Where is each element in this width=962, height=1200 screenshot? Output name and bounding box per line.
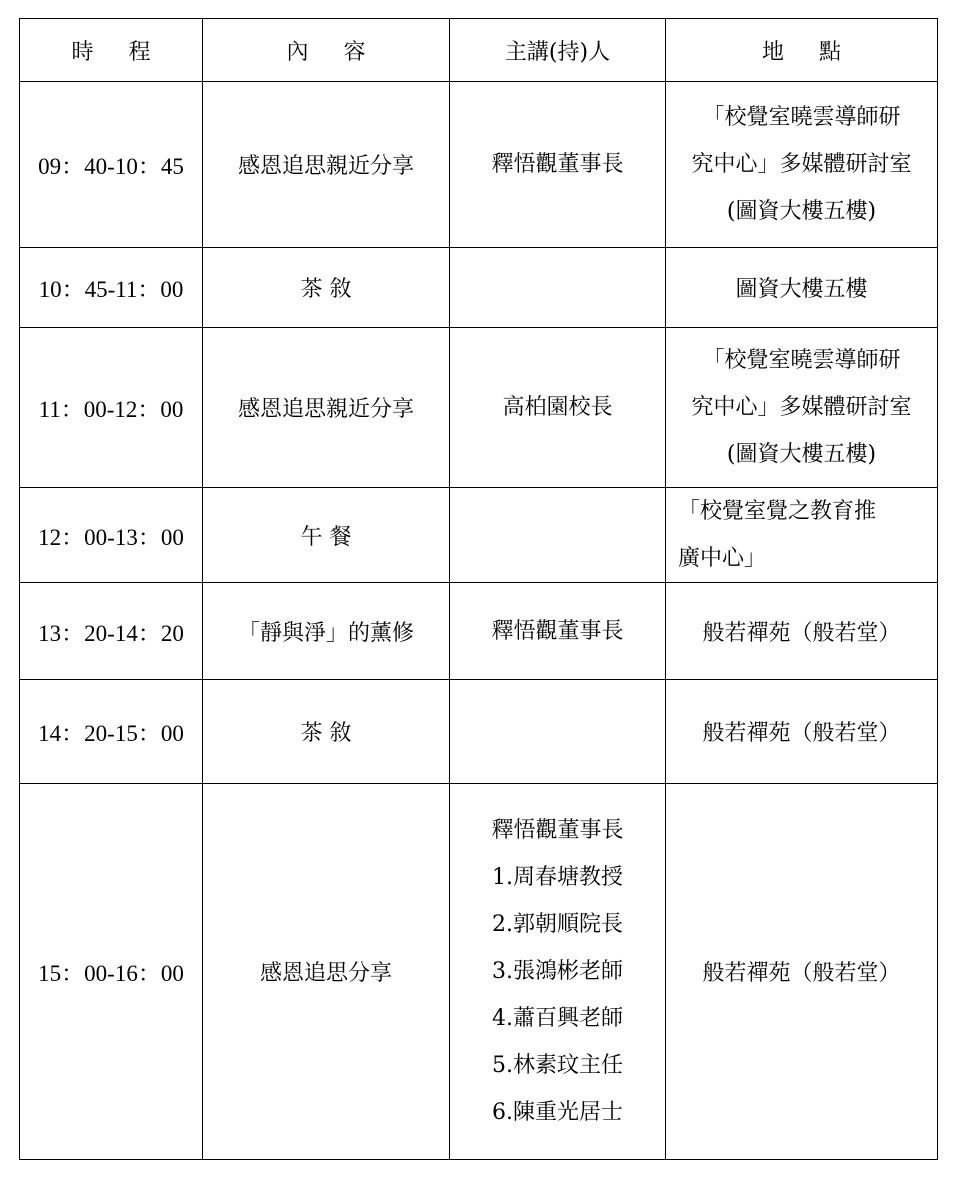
host-list-item: 6.陳重光居士 xyxy=(492,1100,623,1125)
content-cell: 感恩追思親近分享 xyxy=(203,328,450,488)
time-cell: 15：00-16：00 xyxy=(20,784,203,1160)
host-cell xyxy=(450,488,666,583)
host-list-item: 1.周春塘教授 xyxy=(492,865,623,890)
host-cell xyxy=(450,680,666,784)
place-cell: 圖資大樓五樓 xyxy=(666,248,938,328)
table-row xyxy=(20,328,938,488)
place-cell: 般若禪苑（般若堂） xyxy=(666,784,938,1160)
place-cell: 「校覺室曉雲導師研 究中心」多媒體研討室 (圖資大樓五樓) xyxy=(666,82,938,248)
time-cell: 14：20-15：00 xyxy=(20,680,203,784)
host-cell xyxy=(450,784,666,1160)
header-time: 時 程 xyxy=(20,19,203,82)
time-cell: 12：00-13：00 xyxy=(20,488,203,583)
content-cell: 茶 敘 xyxy=(203,680,450,784)
header-row xyxy=(20,19,938,82)
table-row xyxy=(20,82,938,248)
host-cell: 釋悟觀董事長 xyxy=(450,82,666,248)
content-cell: 感恩追思親近分享 xyxy=(203,82,450,248)
time-cell: 09：40-10：45 xyxy=(20,82,203,248)
host-list-item: 釋悟觀董事長 xyxy=(491,818,624,843)
table-row xyxy=(20,488,938,583)
host-list-item: 5.林素玟主任 xyxy=(492,1053,623,1078)
content-cell: 午 餐 xyxy=(203,488,450,583)
host-list-item: 2.郭朝順院長 xyxy=(492,912,623,937)
header-place: 地 點 xyxy=(666,19,938,82)
time-cell: 13：20-14：20 xyxy=(20,583,203,680)
place-cell: 般若禪苑（般若堂） xyxy=(666,680,938,784)
content-cell: 「靜與淨」的薰修 xyxy=(203,583,450,680)
schedule-table xyxy=(19,18,938,1160)
place-cell: 「校覺室曉雲導師研 究中心」多媒體研討室 (圖資大樓五樓) xyxy=(666,328,938,488)
time-cell: 11：00-12：00 xyxy=(20,328,203,488)
header-host: 主講(持)人 xyxy=(450,19,666,82)
table-row xyxy=(20,248,938,328)
table-row xyxy=(20,784,938,1160)
place-cell: 「校覺室覺之教育推 廣中心」 xyxy=(666,488,938,583)
table-row xyxy=(20,583,938,680)
host-cell xyxy=(450,248,666,328)
host-cell: 高柏園校長 xyxy=(450,328,666,488)
host-list-item: 4.蕭百興老師 xyxy=(492,1006,623,1031)
host-cell: 釋悟觀董事長 xyxy=(450,583,666,680)
host-list-item: 3.張鴻彬老師 xyxy=(492,959,623,984)
content-cell: 感恩追思分享 xyxy=(203,784,450,1160)
header-content: 內 容 xyxy=(203,19,450,82)
place-cell: 般若禪苑（般若堂） xyxy=(666,583,938,680)
content-cell: 茶 敘 xyxy=(203,248,450,328)
table-row xyxy=(20,680,938,784)
time-cell: 10：45-11：00 xyxy=(20,248,203,328)
